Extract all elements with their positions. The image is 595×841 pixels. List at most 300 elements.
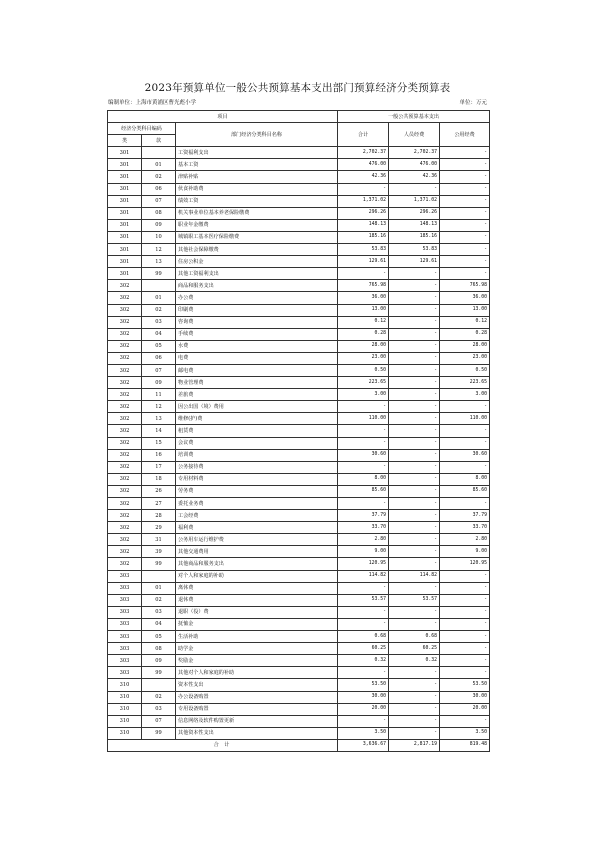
row-public: - — [440, 606, 490, 618]
row-category-name: 其他对个人和家庭的补助 — [176, 667, 338, 679]
row-class-code: 303 — [108, 618, 142, 630]
row-category-name: 委托业务费 — [176, 498, 338, 510]
row-class-code: 301 — [108, 171, 142, 183]
table-row — [108, 485, 490, 497]
row-item-code: 99 — [142, 667, 176, 679]
table-row — [108, 195, 490, 207]
row-personnel: - — [389, 316, 440, 328]
row-item-code: 13 — [142, 256, 176, 268]
table-row — [108, 703, 490, 715]
row-personnel: - — [389, 485, 440, 497]
header-project: 项目 — [108, 111, 338, 123]
table-row — [108, 437, 490, 449]
row-item-code — [142, 280, 176, 292]
budget-table — [107, 110, 490, 752]
row-public: - — [440, 498, 490, 510]
row-class-code: 302 — [108, 401, 142, 413]
row-total: 0.28 — [338, 328, 389, 340]
table-row — [108, 244, 490, 256]
row-personnel: - — [389, 606, 440, 618]
row-total: 0.32 — [338, 655, 389, 667]
row-item-code: 05 — [142, 631, 176, 643]
row-total: 2,702.37 — [338, 147, 389, 159]
row-personnel: - — [389, 328, 440, 340]
row-item-code: 99 — [142, 558, 176, 570]
row-class-code: 302 — [108, 473, 142, 485]
row-public: - — [440, 401, 490, 413]
table-row — [108, 401, 490, 413]
row-category-name: 津贴补贴 — [176, 171, 338, 183]
row-public: - — [440, 195, 490, 207]
table-row — [108, 280, 490, 292]
row-total: 53.83 — [338, 244, 389, 256]
row-public: 37.79 — [440, 510, 490, 522]
row-class-code: 302 — [108, 413, 142, 425]
row-category-name: 会议费 — [176, 437, 338, 449]
row-category-name: 绩效工资 — [176, 195, 338, 207]
row-total: 476.00 — [338, 159, 389, 171]
row-public: 223.65 — [440, 377, 490, 389]
row-class-code: 301 — [108, 256, 142, 268]
row-personnel: - — [389, 280, 440, 292]
row-personnel: - — [389, 449, 440, 461]
row-class-code: 302 — [108, 340, 142, 352]
table-row — [108, 340, 490, 352]
row-personnel: 42.36 — [389, 171, 440, 183]
row-item-code: 12 — [142, 244, 176, 256]
row-class-code: 302 — [108, 510, 142, 522]
row-public: - — [440, 667, 490, 679]
row-category-name: 信息网络及软件购置更新 — [176, 715, 338, 727]
table-row — [108, 389, 490, 401]
row-category-name: 对个人和家庭的补助 — [176, 570, 338, 582]
row-total: - — [338, 401, 389, 413]
row-public: - — [440, 437, 490, 449]
row-public: 8.00 — [440, 473, 490, 485]
row-personnel: - — [389, 364, 440, 376]
row-class-code: 302 — [108, 425, 142, 437]
row-public: 0.50 — [440, 364, 490, 376]
table-row — [108, 231, 490, 243]
row-public: - — [440, 147, 490, 159]
row-personnel: - — [389, 667, 440, 679]
row-public: - — [440, 582, 490, 594]
row-class-code: 303 — [108, 631, 142, 643]
row-category-name: 奖励金 — [176, 655, 338, 667]
row-total: 8.00 — [338, 473, 389, 485]
table-row — [108, 304, 490, 316]
row-class-code: 302 — [108, 316, 142, 328]
row-total: 53.50 — [338, 679, 389, 691]
row-total: 185.16 — [338, 231, 389, 243]
row-class-code: 303 — [108, 643, 142, 655]
header-public: 公用经费 — [440, 123, 490, 147]
row-total: 765.98 — [338, 280, 389, 292]
row-item-code: 17 — [142, 461, 176, 473]
row-public: 120.95 — [440, 558, 490, 570]
table-row — [108, 655, 490, 667]
row-total: 0.50 — [338, 364, 389, 376]
row-class-code: 303 — [108, 606, 142, 618]
row-personnel: - — [389, 558, 440, 570]
row-total: 9.00 — [338, 546, 389, 558]
row-category-name: 培训费 — [176, 449, 338, 461]
row-total: 33.70 — [338, 522, 389, 534]
row-item-code: 04 — [142, 618, 176, 630]
row-public: - — [440, 643, 490, 655]
row-item-code: 09 — [142, 655, 176, 667]
row-category-name: 其他社会保障缴费 — [176, 244, 338, 256]
row-total: - — [338, 268, 389, 280]
row-item-code: 26 — [142, 485, 176, 497]
header-econ-name: 部门经济分类科目名称 — [176, 123, 338, 147]
row-category-name: 城镇职工基本医疗保险缴费 — [176, 231, 338, 243]
row-personnel: - — [389, 401, 440, 413]
table-row — [108, 546, 490, 558]
row-category-name: 专用材料费 — [176, 473, 338, 485]
row-total: - — [338, 606, 389, 618]
row-class-code: 310 — [108, 703, 142, 715]
table-row — [108, 510, 490, 522]
row-category-name: 物业管理费 — [176, 377, 338, 389]
row-total: - — [338, 461, 389, 473]
row-public: 23.00 — [440, 352, 490, 364]
row-total: 3.00 — [338, 389, 389, 401]
row-class-code: 302 — [108, 304, 142, 316]
row-total: 110.00 — [338, 413, 389, 425]
row-public: 33.70 — [440, 522, 490, 534]
row-class-code: 302 — [108, 522, 142, 534]
row-personnel: - — [389, 534, 440, 546]
row-public: - — [440, 425, 490, 437]
row-total: 53.57 — [338, 594, 389, 606]
row-class-code: 302 — [108, 437, 142, 449]
row-item-code: 28 — [142, 510, 176, 522]
row-item-code: 06 — [142, 352, 176, 364]
row-total: 129.61 — [338, 256, 389, 268]
row-personnel: - — [389, 340, 440, 352]
row-public: 110.00 — [440, 413, 490, 425]
row-class-code: 302 — [108, 449, 142, 461]
row-category-name: 电费 — [176, 352, 338, 364]
row-class-code: 303 — [108, 594, 142, 606]
row-public: - — [440, 207, 490, 219]
row-class-code: 302 — [108, 280, 142, 292]
row-class-code: 302 — [108, 498, 142, 510]
table-row — [108, 171, 490, 183]
currency-unit: 单位：万元 — [459, 100, 487, 106]
row-item-code: 08 — [142, 643, 176, 655]
row-item-code — [142, 147, 176, 159]
row-total: 36.00 — [338, 292, 389, 304]
header-general-budget: 一般公共预算基本支出 — [338, 111, 490, 123]
row-category-name: 生活补助 — [176, 631, 338, 643]
row-personnel: - — [389, 546, 440, 558]
row-total: 223.65 — [338, 377, 389, 389]
row-personnel: 476.00 — [389, 159, 440, 171]
table-row — [108, 268, 490, 280]
row-total: - — [338, 618, 389, 630]
table-row — [108, 570, 490, 582]
compiling-unit: 编制单位：上海市黄浦区曹光彪小学 — [108, 100, 197, 106]
table-row — [108, 631, 490, 643]
table-row — [108, 461, 490, 473]
row-category-name: 工会经费 — [176, 510, 338, 522]
row-class-code: 302 — [108, 389, 142, 401]
row-personnel: 60.25 — [389, 643, 440, 655]
table-row — [108, 377, 490, 389]
row-total: - — [338, 183, 389, 195]
row-public: - — [440, 655, 490, 667]
row-category-name: 公务接待费 — [176, 461, 338, 473]
row-public: 9.00 — [440, 546, 490, 558]
table-row — [108, 219, 490, 231]
row-personnel: - — [389, 425, 440, 437]
table-row — [108, 558, 490, 570]
row-total: 1,371.02 — [338, 195, 389, 207]
table-row — [108, 352, 490, 364]
row-item-code: 02 — [142, 171, 176, 183]
row-public: - — [440, 219, 490, 231]
table-row — [108, 534, 490, 546]
row-item-code: 10 — [142, 231, 176, 243]
row-personnel: - — [389, 292, 440, 304]
row-item-code: 07 — [142, 364, 176, 376]
row-public: - — [440, 594, 490, 606]
row-total: - — [338, 667, 389, 679]
row-class-code: 301 — [108, 159, 142, 171]
table-row — [108, 256, 490, 268]
row-category-name: 资本性支出 — [176, 679, 338, 691]
row-public: - — [440, 171, 490, 183]
row-personnel: - — [389, 377, 440, 389]
table-row — [108, 292, 490, 304]
row-personnel: 129.61 — [389, 256, 440, 268]
row-public: - — [440, 715, 490, 727]
row-item-code: 11 — [142, 389, 176, 401]
row-class-code: 302 — [108, 328, 142, 340]
row-public: 13.00 — [440, 304, 490, 316]
row-public: - — [440, 159, 490, 171]
row-class-code: 302 — [108, 485, 142, 497]
row-item-code: 29 — [142, 522, 176, 534]
row-class-code: 303 — [108, 667, 142, 679]
row-personnel: - — [389, 582, 440, 594]
row-public: - — [440, 256, 490, 268]
row-personnel: - — [389, 183, 440, 195]
row-public: 3.00 — [440, 389, 490, 401]
row-public: 765.98 — [440, 280, 490, 292]
row-total: - — [338, 437, 389, 449]
row-item-code: 01 — [142, 159, 176, 171]
row-item-code: 03 — [142, 606, 176, 618]
row-personnel: 0.32 — [389, 655, 440, 667]
table-row — [108, 207, 490, 219]
row-public: 36.00 — [440, 292, 490, 304]
row-item-code — [142, 679, 176, 691]
header-class: 类 — [108, 135, 142, 147]
row-category-name: 其他资本性支出 — [176, 727, 338, 739]
row-class-code: 302 — [108, 377, 142, 389]
row-personnel: 53.83 — [389, 244, 440, 256]
totals-row — [108, 739, 490, 751]
row-personnel: - — [389, 352, 440, 364]
table-row — [108, 594, 490, 606]
row-item-code: 99 — [142, 727, 176, 739]
row-category-name: 基本工资 — [176, 159, 338, 171]
row-personnel: - — [389, 304, 440, 316]
row-total: 296.26 — [338, 207, 389, 219]
row-total: 2.80 — [338, 534, 389, 546]
row-category-name: 其他商品和服务支出 — [176, 558, 338, 570]
row-category-name: 机关事业单位基本养老保险缴费 — [176, 207, 338, 219]
row-total: 23.00 — [338, 352, 389, 364]
row-item-code: 07 — [142, 715, 176, 727]
row-class-code: 303 — [108, 582, 142, 594]
row-class-code: 302 — [108, 364, 142, 376]
table-row — [108, 413, 490, 425]
totals-total: 3,636.67 — [338, 739, 389, 751]
header-personnel: 人员经费 — [389, 123, 440, 147]
row-item-code: 31 — [142, 534, 176, 546]
row-category-name: 职业年金缴费 — [176, 219, 338, 231]
row-total: - — [338, 582, 389, 594]
totals-label: 合 计 — [108, 739, 338, 751]
row-personnel: 185.16 — [389, 231, 440, 243]
header-total: 合计 — [338, 123, 389, 147]
row-personnel: - — [389, 618, 440, 630]
row-personnel: - — [389, 437, 440, 449]
row-item-code — [142, 570, 176, 582]
row-total: 3.50 — [338, 727, 389, 739]
row-class-code: 302 — [108, 352, 142, 364]
row-public: 28.00 — [440, 340, 490, 352]
row-personnel: 148.13 — [389, 219, 440, 231]
row-personnel: - — [389, 691, 440, 703]
row-item-code: 02 — [142, 691, 176, 703]
table-row — [108, 715, 490, 727]
row-item-code: 08 — [142, 207, 176, 219]
table-row — [108, 316, 490, 328]
table-row — [108, 582, 490, 594]
row-category-name: 印刷费 — [176, 304, 338, 316]
row-item-code: 06 — [142, 183, 176, 195]
table-row — [108, 473, 490, 485]
row-item-code: 05 — [142, 340, 176, 352]
row-category-name: 住房公积金 — [176, 256, 338, 268]
row-personnel: - — [389, 715, 440, 727]
row-public: 0.12 — [440, 316, 490, 328]
row-personnel: - — [389, 703, 440, 715]
row-category-name: 其他交通费用 — [176, 546, 338, 558]
row-total: 114.82 — [338, 570, 389, 582]
table-row — [108, 159, 490, 171]
header-econ-code: 经济分类科目编码 — [108, 123, 176, 135]
row-total: 0.68 — [338, 631, 389, 643]
row-category-name: 劳务费 — [176, 485, 338, 497]
row-total: - — [338, 715, 389, 727]
row-category-name: 差旅费 — [176, 389, 338, 401]
row-class-code: 301 — [108, 147, 142, 159]
table-row — [108, 449, 490, 461]
row-total: 37.79 — [338, 510, 389, 522]
table-row — [108, 498, 490, 510]
row-class-code: 301 — [108, 268, 142, 280]
row-total: 28.00 — [338, 340, 389, 352]
row-personnel: 0.68 — [389, 631, 440, 643]
row-item-code: 13 — [142, 413, 176, 425]
row-item-code: 14 — [142, 425, 176, 437]
row-personnel: - — [389, 679, 440, 691]
row-total: 148.13 — [338, 219, 389, 231]
row-public: - — [440, 231, 490, 243]
page-title: 2023年预算单位一般公共预算基本支出部门预算经济分类预算表 — [144, 82, 451, 94]
row-category-name: 退职（役）费 — [176, 606, 338, 618]
row-class-code: 310 — [108, 679, 142, 691]
row-public: 0.28 — [440, 328, 490, 340]
row-public: - — [440, 244, 490, 256]
row-total: - — [338, 425, 389, 437]
row-item-code: 09 — [142, 377, 176, 389]
row-category-name: 助学金 — [176, 643, 338, 655]
row-item-code: 03 — [142, 703, 176, 715]
row-personnel: 2,702.37 — [389, 147, 440, 159]
row-class-code: 302 — [108, 534, 142, 546]
row-total: 13.00 — [338, 304, 389, 316]
row-item-code: 09 — [142, 219, 176, 231]
row-public: - — [440, 631, 490, 643]
row-personnel: 296.26 — [389, 207, 440, 219]
row-category-name: 咨询费 — [176, 316, 338, 328]
row-category-name: 退休费 — [176, 594, 338, 606]
row-public: - — [440, 183, 490, 195]
row-public: 85.60 — [440, 485, 490, 497]
row-class-code: 301 — [108, 231, 142, 243]
row-total: 20.00 — [338, 703, 389, 715]
row-class-code: 302 — [108, 558, 142, 570]
table-row — [108, 522, 490, 534]
row-personnel: 114.82 — [389, 570, 440, 582]
table-row — [108, 328, 490, 340]
row-personnel: - — [389, 461, 440, 473]
row-category-name: 邮电费 — [176, 364, 338, 376]
table-body — [108, 147, 490, 740]
row-item-code: 16 — [142, 449, 176, 461]
row-public: 20.00 — [440, 703, 490, 715]
row-category-name: 福利费 — [176, 522, 338, 534]
row-total: 60.25 — [338, 643, 389, 655]
row-class-code: 310 — [108, 727, 142, 739]
row-personnel: - — [389, 268, 440, 280]
row-class-code: 301 — [108, 207, 142, 219]
row-category-name: 工资福利支出 — [176, 147, 338, 159]
row-personnel: - — [389, 389, 440, 401]
row-item-code: 18 — [142, 473, 176, 485]
row-public: 3.50 — [440, 727, 490, 739]
row-personnel: 53.57 — [389, 594, 440, 606]
row-class-code: 302 — [108, 292, 142, 304]
row-class-code: 310 — [108, 691, 142, 703]
table-row — [108, 679, 490, 691]
table-row — [108, 618, 490, 630]
row-item-code: 15 — [142, 437, 176, 449]
row-total: 30.00 — [338, 691, 389, 703]
row-public: - — [440, 461, 490, 473]
header-item: 款 — [142, 135, 176, 147]
row-class-code: 310 — [108, 715, 142, 727]
row-class-code: 303 — [108, 570, 142, 582]
row-total: 42.36 — [338, 171, 389, 183]
